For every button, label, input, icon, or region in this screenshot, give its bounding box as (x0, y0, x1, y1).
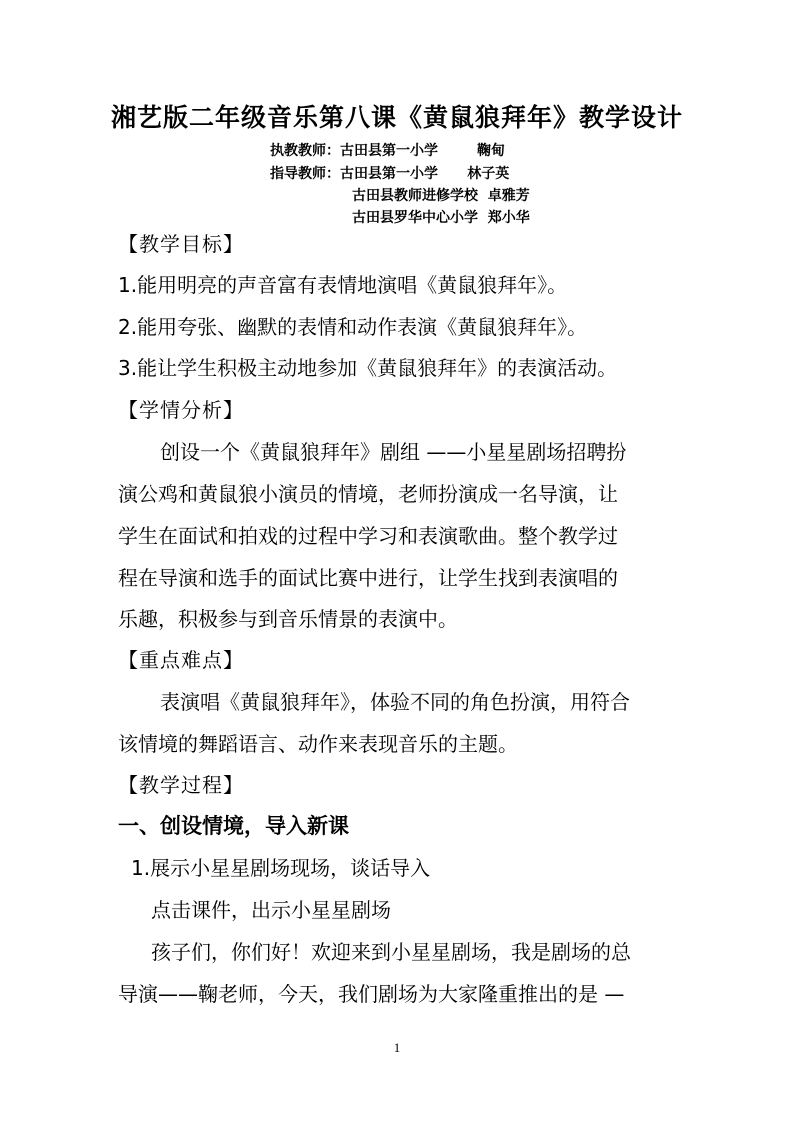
goal-item: 2.能用夸张、幽默的表情和动作表演《黄鼠狼拜年》。 (118, 315, 588, 339)
step-one-line: 1.展示小星星剧场现场，谈话导入 (131, 856, 431, 880)
dialogue-line: 孩子们，你们好！欢迎来到小星星剧场，我是剧场的总 (151, 940, 631, 964)
credit-line-advisor: 指导教师：古田县第一小学 林子英 (270, 166, 510, 182)
dialogue-line: 导演——鞠老师，今天，我们剧场为大家隆重推出的是 — (118, 982, 625, 1006)
analysis-paragraph-line: 创设一个《黄鼠狼拜年》剧组 ——小星星剧场招聘扮 (160, 440, 627, 464)
section-heading-process: 【教学过程】 (118, 773, 244, 797)
document-title: 湘艺版二年级音乐第八课《黄鼠狼拜年》教学设计 (110, 103, 683, 132)
credit-line-advisor-2: 古田县教师进修学校 卓雅芳 (352, 188, 530, 204)
analysis-paragraph-line: 程在导演和选手的面试比赛中进行，让学生找到表演唱的 (118, 566, 618, 590)
goal-item: 1.能用明亮的声音富有表情地演唱《黄鼠狼拜年》。 (118, 273, 568, 297)
section-heading-goals: 【教学目标】 (118, 232, 244, 256)
key-points-line: 该情境的舞蹈语言、动作来表现音乐的主题。 (118, 732, 518, 756)
analysis-paragraph-line: 演公鸡和黄鼠狼小演员的情境，老师扮演成一名导演，让 (118, 482, 618, 506)
page-number: 1 (393, 1040, 401, 1055)
part-one-heading: 一、创设情境，导入新课 (118, 813, 349, 838)
goal-item: 3.能让学生积极主动地参加《黄鼠狼拜年》的表演活动。 (118, 356, 618, 380)
step-one-note: 点击课件，出示小星星剧场 (151, 898, 391, 922)
analysis-paragraph-line: 乐趣，积极参与到音乐情景的表演中。 (118, 607, 458, 631)
credit-line-teacher: 执教教师：古田县第一小学 鞠甸 (270, 143, 505, 159)
credit-line-advisor-3: 古田县罗华中心小学 郑小华 (352, 210, 530, 226)
section-heading-key-points: 【重点难点】 (118, 648, 244, 672)
section-heading-analysis: 【学情分析】 (118, 398, 244, 422)
analysis-paragraph-line: 学生在面试和拍戏的过程中学习和表演歌曲。整个教学过 (118, 524, 618, 548)
key-points-line: 表演唱《黄鼠狼拜年》，体验不同的角色扮演，用符合 (160, 690, 630, 714)
